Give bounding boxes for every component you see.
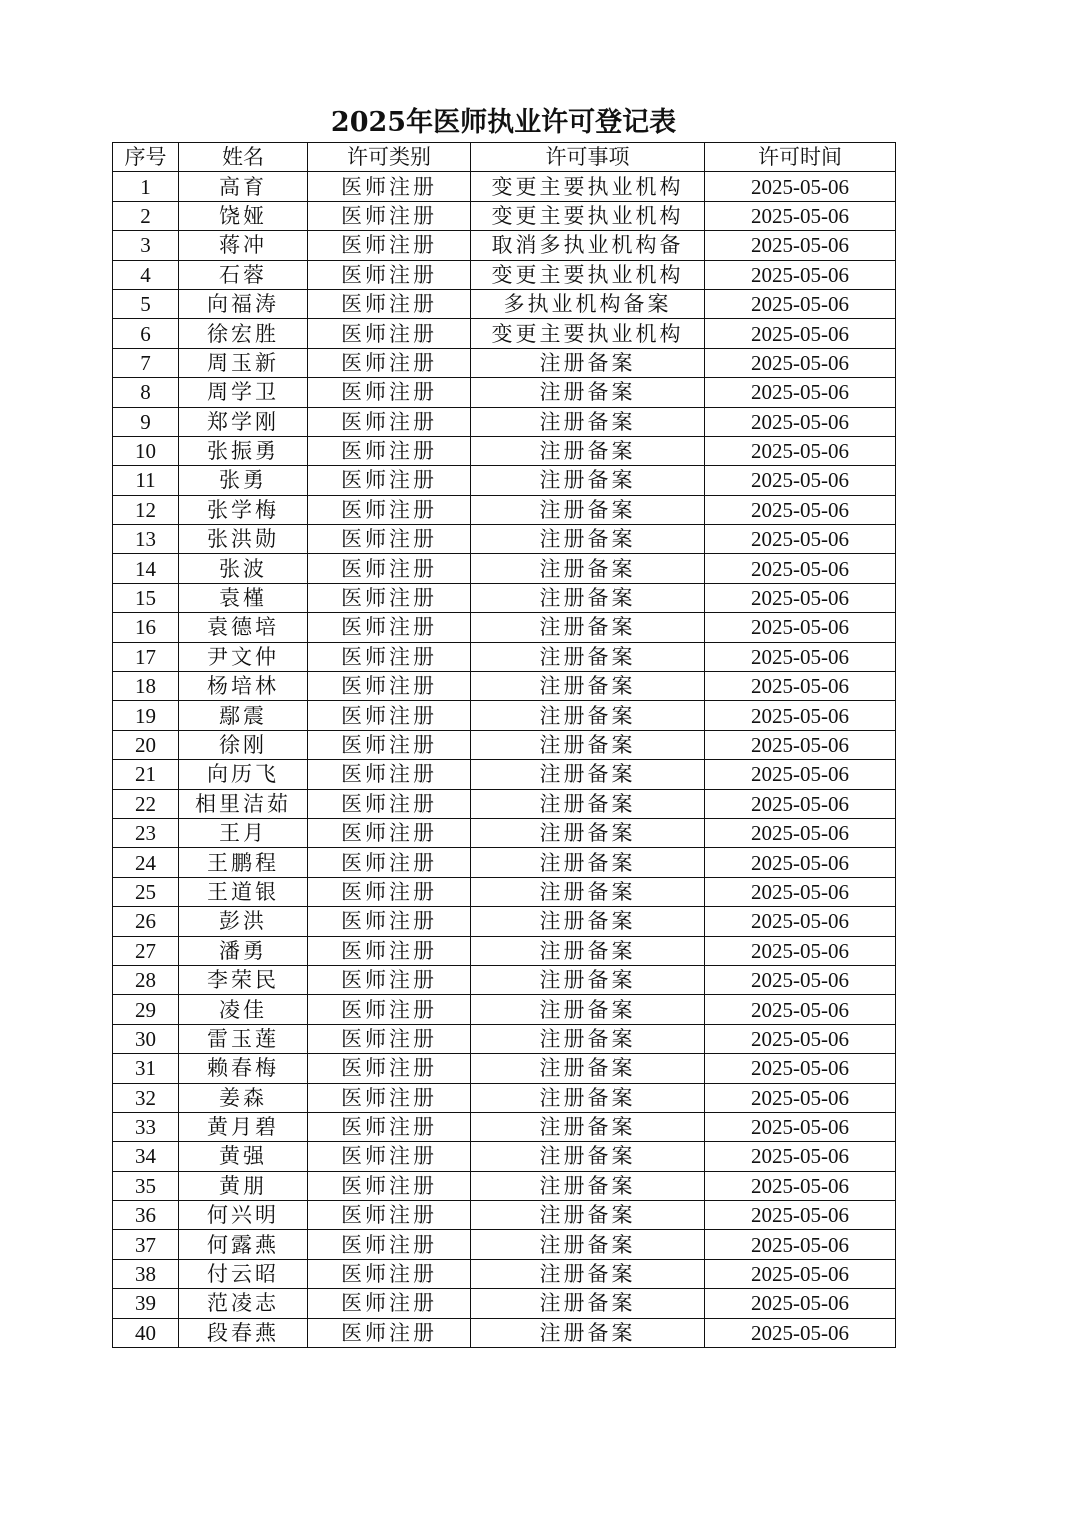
table-row (113, 583, 896, 612)
cell-name: 张振勇 (179, 436, 308, 465)
cell-category: 医师注册 (308, 760, 471, 789)
cell-number: 28 (113, 965, 179, 994)
cell-number: 7 (113, 348, 179, 377)
cell-number: 30 (113, 1024, 179, 1053)
cell-name: 范凌志 (179, 1289, 308, 1318)
cell-category: 医师注册 (308, 231, 471, 260)
cell-item: 变更主要执业机构 (471, 172, 705, 201)
cell-date: 2025-05-06 (705, 495, 896, 524)
column-header-number: 序号 (113, 143, 179, 172)
table-row (113, 289, 896, 318)
cell-number: 39 (113, 1289, 179, 1318)
cell-number: 18 (113, 672, 179, 701)
cell-item: 注册备案 (471, 701, 705, 730)
table-row (113, 1289, 896, 1318)
cell-number: 12 (113, 495, 179, 524)
column-header-item: 许可事项 (471, 143, 705, 172)
cell-date: 2025-05-06 (705, 172, 896, 201)
cell-category: 医师注册 (308, 407, 471, 436)
cell-number: 13 (113, 525, 179, 554)
cell-category: 医师注册 (308, 1112, 471, 1141)
cell-name: 李荣民 (179, 965, 308, 994)
cell-item: 注册备案 (471, 466, 705, 495)
table-row (113, 1054, 896, 1083)
cell-name: 姜森 (179, 1083, 308, 1112)
cell-item: 注册备案 (471, 613, 705, 642)
cell-number: 8 (113, 378, 179, 407)
cell-item: 变更主要执业机构 (471, 319, 705, 348)
cell-category: 医师注册 (308, 1024, 471, 1053)
cell-date: 2025-05-06 (705, 1083, 896, 1112)
cell-name: 高育 (179, 172, 308, 201)
cell-item: 注册备案 (471, 760, 705, 789)
cell-name: 徐刚 (179, 730, 308, 759)
cell-number: 5 (113, 289, 179, 318)
cell-name: 相里洁茹 (179, 789, 308, 818)
cell-item: 注册备案 (471, 407, 705, 436)
cell-category: 医师注册 (308, 466, 471, 495)
cell-category: 医师注册 (308, 848, 471, 877)
cell-category: 医师注册 (308, 701, 471, 730)
cell-date: 2025-05-06 (705, 407, 896, 436)
cell-date: 2025-05-06 (705, 378, 896, 407)
cell-item: 注册备案 (471, 877, 705, 906)
cell-number: 17 (113, 642, 179, 671)
cell-item: 注册备案 (471, 495, 705, 524)
cell-number: 25 (113, 877, 179, 906)
cell-category: 医师注册 (308, 289, 471, 318)
cell-date: 2025-05-06 (705, 1142, 896, 1171)
cell-item: 注册备案 (471, 1142, 705, 1171)
cell-item: 注册备案 (471, 1171, 705, 1200)
table-row (113, 760, 896, 789)
cell-item: 注册备案 (471, 1259, 705, 1288)
cell-date: 2025-05-06 (705, 730, 896, 759)
cell-number: 22 (113, 789, 179, 818)
cell-category: 医师注册 (308, 1054, 471, 1083)
cell-name: 潘勇 (179, 936, 308, 965)
cell-name: 赖春梅 (179, 1054, 308, 1083)
cell-number: 1 (113, 172, 179, 201)
cell-number: 32 (113, 1083, 179, 1112)
table-row (113, 466, 896, 495)
cell-item: 注册备案 (471, 583, 705, 612)
cell-date: 2025-05-06 (705, 260, 896, 289)
cell-date: 2025-05-06 (705, 1201, 896, 1230)
cell-name: 何兴明 (179, 1201, 308, 1230)
table-body (113, 172, 896, 1348)
table-row (113, 436, 896, 465)
cell-category: 医师注册 (308, 1142, 471, 1171)
cell-item: 注册备案 (471, 818, 705, 847)
cell-date: 2025-05-06 (705, 995, 896, 1024)
cell-item: 注册备案 (471, 936, 705, 965)
cell-name: 雷玉莲 (179, 1024, 308, 1053)
cell-item: 注册备案 (471, 436, 705, 465)
cell-category: 医师注册 (308, 672, 471, 701)
table-row (113, 965, 896, 994)
cell-item: 注册备案 (471, 1083, 705, 1112)
cell-item: 注册备案 (471, 672, 705, 701)
cell-number: 10 (113, 436, 179, 465)
cell-name: 凌佳 (179, 995, 308, 1024)
cell-category: 医师注册 (308, 965, 471, 994)
cell-item: 注册备案 (471, 848, 705, 877)
cell-number: 29 (113, 995, 179, 1024)
cell-item: 注册备案 (471, 1289, 705, 1318)
cell-date: 2025-05-06 (705, 1171, 896, 1200)
cell-name: 张勇 (179, 466, 308, 495)
table-row (113, 907, 896, 936)
table-row (113, 613, 896, 642)
table-row (113, 1024, 896, 1053)
cell-date: 2025-05-06 (705, 760, 896, 789)
cell-date: 2025-05-06 (705, 289, 896, 318)
cell-number: 33 (113, 1112, 179, 1141)
cell-name: 王鹏程 (179, 848, 308, 877)
cell-name: 杨培林 (179, 672, 308, 701)
cell-category: 医师注册 (308, 525, 471, 554)
cell-category: 医师注册 (308, 818, 471, 847)
table-row (113, 407, 896, 436)
table-row (113, 201, 896, 230)
cell-name: 尹文仲 (179, 642, 308, 671)
cell-category: 医师注册 (308, 1171, 471, 1200)
cell-date: 2025-05-06 (705, 1318, 896, 1347)
cell-item: 注册备案 (471, 1054, 705, 1083)
cell-name: 付云昭 (179, 1259, 308, 1288)
cell-category: 医师注册 (308, 1289, 471, 1318)
cell-date: 2025-05-06 (705, 436, 896, 465)
cell-date: 2025-05-06 (705, 231, 896, 260)
table-row (113, 877, 896, 906)
cell-number: 11 (113, 466, 179, 495)
cell-date: 2025-05-06 (705, 1024, 896, 1053)
table-row (113, 730, 896, 759)
cell-item: 注册备案 (471, 789, 705, 818)
cell-date: 2025-05-06 (705, 936, 896, 965)
cell-number: 21 (113, 760, 179, 789)
table-row (113, 1142, 896, 1171)
cell-item: 注册备案 (471, 995, 705, 1024)
cell-date: 2025-05-06 (705, 965, 896, 994)
cell-number: 23 (113, 818, 179, 847)
cell-date: 2025-05-06 (705, 701, 896, 730)
cell-name: 饶娅 (179, 201, 308, 230)
cell-item: 注册备案 (471, 730, 705, 759)
table-row (113, 378, 896, 407)
column-header-name: 姓名 (179, 143, 308, 172)
cell-category: 医师注册 (308, 378, 471, 407)
cell-number: 40 (113, 1318, 179, 1347)
cell-item: 变更主要执业机构 (471, 201, 705, 230)
cell-date: 2025-05-06 (705, 583, 896, 612)
cell-category: 医师注册 (308, 613, 471, 642)
cell-number: 24 (113, 848, 179, 877)
table-row (113, 495, 896, 524)
cell-date: 2025-05-06 (705, 672, 896, 701)
cell-number: 37 (113, 1230, 179, 1259)
cell-item: 注册备案 (471, 1318, 705, 1347)
cell-date: 2025-05-06 (705, 525, 896, 554)
table-row (113, 319, 896, 348)
table-row (113, 260, 896, 289)
cell-item: 注册备案 (471, 348, 705, 377)
cell-date: 2025-05-06 (705, 877, 896, 906)
cell-item: 注册备案 (471, 1112, 705, 1141)
cell-category: 医师注册 (308, 1318, 471, 1347)
cell-name: 鄢震 (179, 701, 308, 730)
cell-number: 6 (113, 319, 179, 348)
column-header-category: 许可类别 (308, 143, 471, 172)
cell-item: 注册备案 (471, 1024, 705, 1053)
table-row (113, 672, 896, 701)
cell-number: 19 (113, 701, 179, 730)
cell-category: 医师注册 (308, 789, 471, 818)
cell-category: 医师注册 (308, 554, 471, 583)
cell-category: 医师注册 (308, 260, 471, 289)
cell-item: 注册备案 (471, 907, 705, 936)
table-row (113, 1171, 896, 1200)
cell-name: 何露燕 (179, 1230, 308, 1259)
table-row (113, 1318, 896, 1347)
cell-name: 郑学刚 (179, 407, 308, 436)
cell-name: 段春燕 (179, 1318, 308, 1347)
cell-item: 注册备案 (471, 378, 705, 407)
cell-number: 20 (113, 730, 179, 759)
cell-number: 3 (113, 231, 179, 260)
cell-item: 多执业机构备案 (471, 289, 705, 318)
cell-name: 张波 (179, 554, 308, 583)
cell-date: 2025-05-06 (705, 201, 896, 230)
table-row (113, 818, 896, 847)
cell-name: 王月 (179, 818, 308, 847)
table-row (113, 789, 896, 818)
table-row (113, 554, 896, 583)
cell-number: 36 (113, 1201, 179, 1230)
cell-name: 周学卫 (179, 378, 308, 407)
cell-name: 袁德培 (179, 613, 308, 642)
cell-number: 16 (113, 613, 179, 642)
cell-category: 医师注册 (308, 583, 471, 612)
table-row (113, 1112, 896, 1141)
table-row (113, 936, 896, 965)
cell-category: 医师注册 (308, 1230, 471, 1259)
registration-table (112, 142, 896, 1348)
cell-name: 黄强 (179, 1142, 308, 1171)
cell-number: 34 (113, 1142, 179, 1171)
cell-date: 2025-05-06 (705, 1054, 896, 1083)
cell-category: 医师注册 (308, 642, 471, 671)
cell-category: 医师注册 (308, 936, 471, 965)
cell-date: 2025-05-06 (705, 348, 896, 377)
cell-date: 2025-05-06 (705, 613, 896, 642)
cell-category: 医师注册 (308, 730, 471, 759)
cell-number: 38 (113, 1259, 179, 1288)
cell-category: 医师注册 (308, 348, 471, 377)
cell-date: 2025-05-06 (705, 789, 896, 818)
cell-number: 35 (113, 1171, 179, 1200)
column-header-date: 许可时间 (705, 143, 896, 172)
table-row (113, 1230, 896, 1259)
table-row (113, 172, 896, 201)
cell-date: 2025-05-06 (705, 1289, 896, 1318)
cell-date: 2025-05-06 (705, 1230, 896, 1259)
cell-name: 黄朋 (179, 1171, 308, 1200)
cell-date: 2025-05-06 (705, 1112, 896, 1141)
cell-date: 2025-05-06 (705, 319, 896, 348)
cell-name: 蒋冲 (179, 231, 308, 260)
cell-category: 医师注册 (308, 877, 471, 906)
cell-date: 2025-05-06 (705, 907, 896, 936)
table-row (113, 701, 896, 730)
cell-category: 医师注册 (308, 907, 471, 936)
table-header-row (113, 143, 896, 172)
cell-date: 2025-05-06 (705, 554, 896, 583)
cell-name: 向历飞 (179, 760, 308, 789)
table-row (113, 642, 896, 671)
cell-date: 2025-05-06 (705, 848, 896, 877)
cell-category: 医师注册 (308, 1201, 471, 1230)
table-row (113, 1259, 896, 1288)
cell-category: 医师注册 (308, 436, 471, 465)
cell-category: 医师注册 (308, 172, 471, 201)
cell-name: 张洪勋 (179, 525, 308, 554)
cell-category: 医师注册 (308, 319, 471, 348)
cell-name: 徐宏胜 (179, 319, 308, 348)
cell-name: 周玉新 (179, 348, 308, 377)
table-row (113, 525, 896, 554)
cell-name: 向福涛 (179, 289, 308, 318)
cell-name: 张学梅 (179, 495, 308, 524)
cell-name: 王道银 (179, 877, 308, 906)
cell-category: 医师注册 (308, 1259, 471, 1288)
cell-number: 14 (113, 554, 179, 583)
table-row (113, 995, 896, 1024)
cell-item: 注册备案 (471, 965, 705, 994)
cell-number: 27 (113, 936, 179, 965)
cell-number: 26 (113, 907, 179, 936)
cell-item: 注册备案 (471, 642, 705, 671)
cell-item: 注册备案 (471, 1201, 705, 1230)
cell-category: 医师注册 (308, 995, 471, 1024)
table-row (113, 348, 896, 377)
table-row (113, 848, 896, 877)
cell-name: 彭洪 (179, 907, 308, 936)
table-row (113, 1201, 896, 1230)
cell-number: 15 (113, 583, 179, 612)
cell-date: 2025-05-06 (705, 1259, 896, 1288)
cell-category: 医师注册 (308, 201, 471, 230)
cell-name: 石蓉 (179, 260, 308, 289)
cell-number: 9 (113, 407, 179, 436)
cell-item: 注册备案 (471, 1230, 705, 1259)
cell-item: 取消多执业机构备 (471, 231, 705, 260)
cell-date: 2025-05-06 (705, 466, 896, 495)
cell-number: 4 (113, 260, 179, 289)
cell-item: 变更主要执业机构 (471, 260, 705, 289)
cell-number: 31 (113, 1054, 179, 1083)
cell-item: 注册备案 (471, 525, 705, 554)
page-title: 2025年医师执业许可登记表 (330, 107, 677, 138)
table-row (113, 231, 896, 260)
cell-category: 医师注册 (308, 495, 471, 524)
table-row (113, 1083, 896, 1112)
cell-name: 袁槿 (179, 583, 308, 612)
cell-category: 医师注册 (308, 1083, 471, 1112)
cell-item: 注册备案 (471, 554, 705, 583)
cell-name: 黄月碧 (179, 1112, 308, 1141)
cell-date: 2025-05-06 (705, 642, 896, 671)
cell-number: 2 (113, 201, 179, 230)
cell-date: 2025-05-06 (705, 818, 896, 847)
